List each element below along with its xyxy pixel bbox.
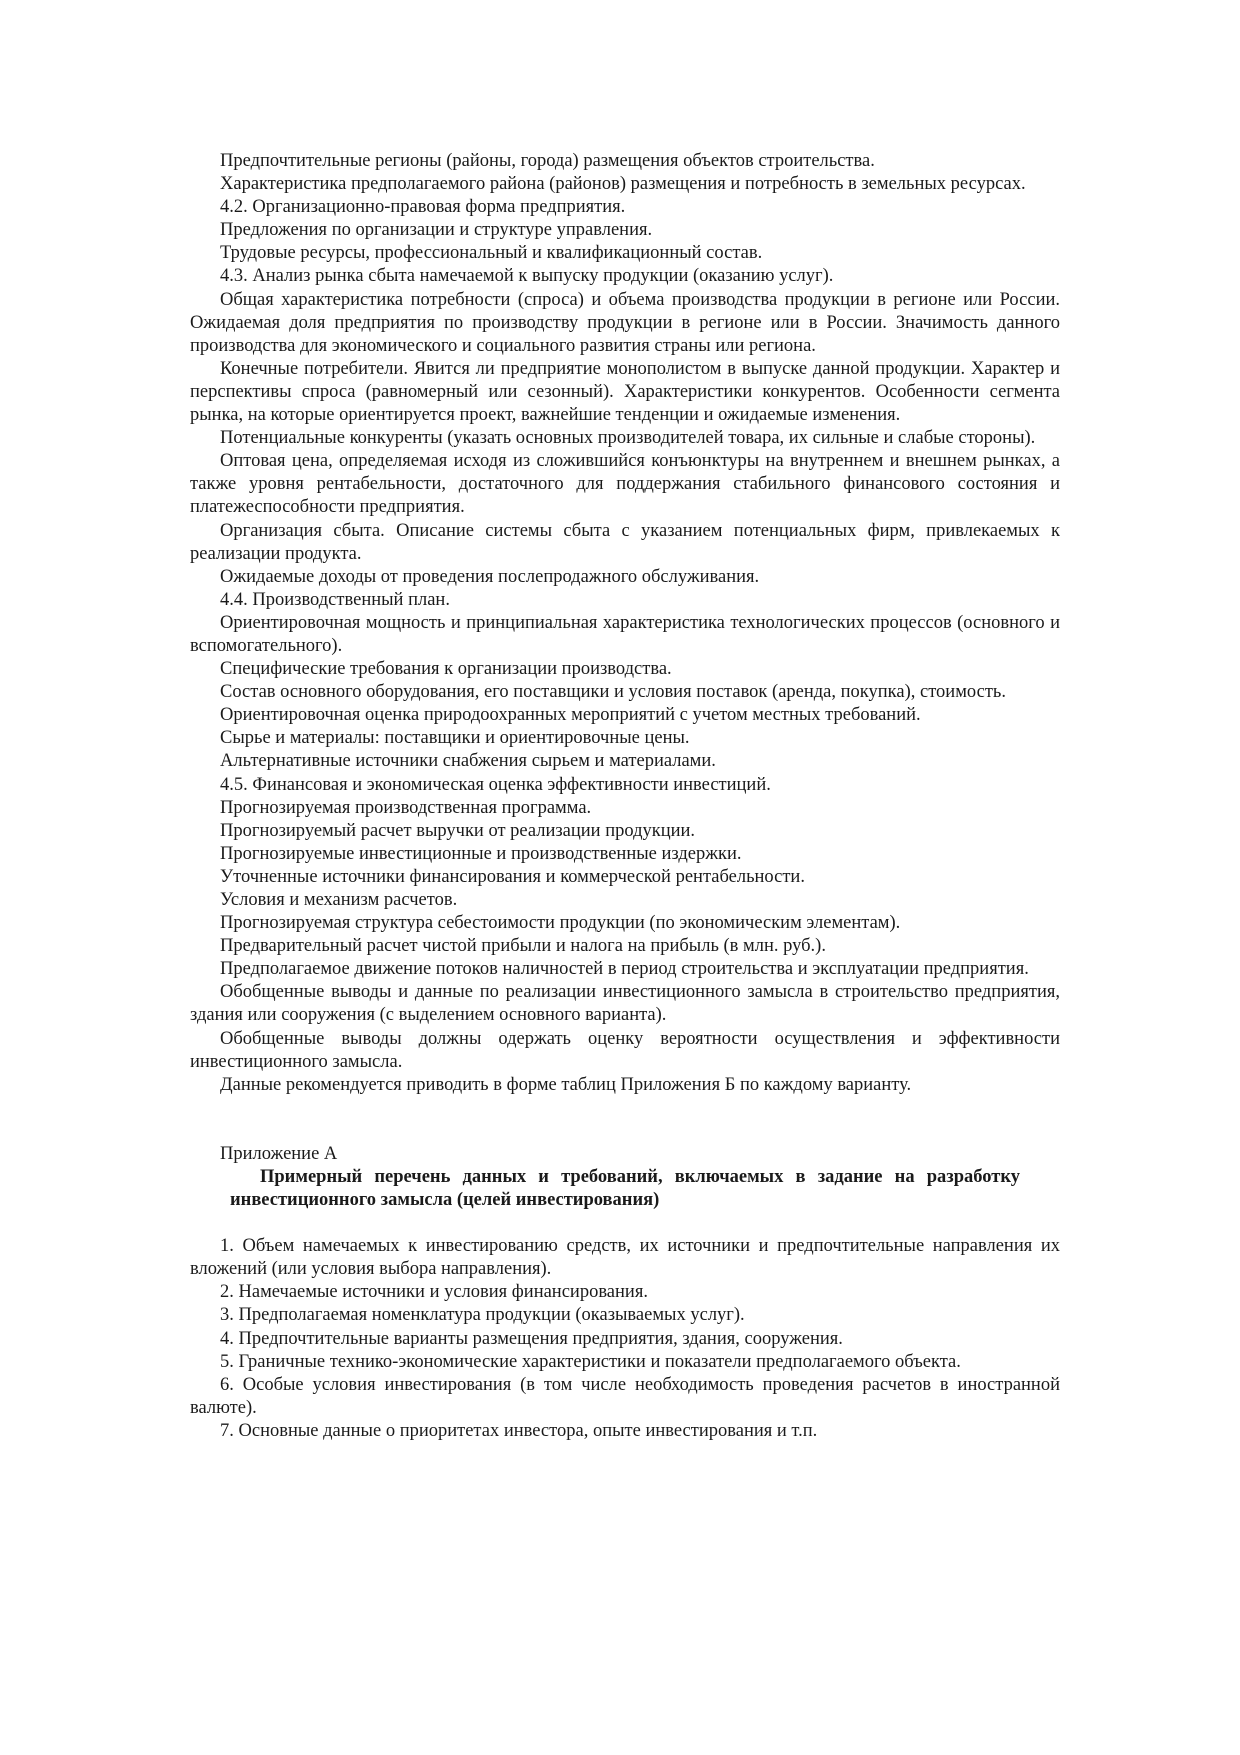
appendix-title: Примерный перечень данных и требований, включаемых в задание на разработку инвестиционного замысла (целей инвестирования) bbox=[230, 1166, 1020, 1211]
section-heading: 4.4. Производственный план. bbox=[220, 589, 450, 610]
paragraph: Предварительный расчет чистой прибыли и налога на прибыль (в млн. руб.). bbox=[220, 936, 826, 957]
section-heading: 4.5. Финансовая и экономическая оценка эффективности инвестиций. bbox=[220, 774, 771, 795]
list-item: 5. Граничные технико-экономические характеристики и показатели предполагаемого объекта. bbox=[220, 1351, 961, 1372]
appendix-section bbox=[190, 1143, 1060, 1443]
list-item: 4. Предпочтительные варианты размещения предприятия, здания, сооружения. bbox=[220, 1328, 843, 1349]
paragraph: Оптовая цена, определяемая исходя из сложившийся конъюнктуры на внутреннем и внешнем рынках, а также уровня рентабельности, достаточного для поддержания стабильного финансового состояния и платежеспособности предприятия. bbox=[190, 451, 1060, 518]
appendix-list bbox=[190, 1235, 1060, 1443]
paragraph: Предполагаемое движение потоков наличностей в период строительства и эксплуатации предприятия. bbox=[220, 959, 1029, 980]
paragraph: Данные рекомендуется приводить в форме таблиц Приложения Б по каждому варианту. bbox=[220, 1074, 912, 1095]
section-heading: 4.3. Анализ рынка сбыта намечаемой к выпуску продукции (оказанию услуг). bbox=[220, 266, 834, 287]
paragraph: Общая характеристика потребности (спроса) и объема производства продукции в регионе или России. Ожидаемая доля предприятия по производству продукции в регионе или в России. Значимость данного производства для экономического и социального развития страны или региона. bbox=[190, 289, 1060, 356]
paragraph: Обобщенные выводы и данные по реализации инвестиционного замысла в строительство предприятия, здания или сооружения (с выделением основного варианта). bbox=[190, 982, 1060, 1026]
list-item: 6. Особые условия инвестирования (в том числе необходимость проведения расчетов в иностранной валюте). bbox=[190, 1374, 1060, 1418]
list-item: 7. Основные данные о приоритетах инвестора, опыте инвестирования и т.п. bbox=[220, 1420, 818, 1441]
paragraph: Уточненные источники финансирования и коммерческой рентабельности. bbox=[220, 866, 805, 887]
paragraph: Специфические требования к организации производства. bbox=[220, 659, 672, 680]
paragraph: Состав основного оборудования, его поставщики и условия поставок (аренда, покупка), стоимость. bbox=[220, 682, 1006, 703]
spacer bbox=[190, 1097, 1060, 1143]
paragraph: Ожидаемые доходы от проведения послепродажного обслуживания. bbox=[220, 566, 760, 587]
paragraph: Организация сбыта. Описание системы сбыта с указанием потенциальных фирм, привлекаемых к реализации продукта. bbox=[190, 520, 1060, 564]
appendix-label: Приложение А bbox=[220, 1143, 338, 1164]
paragraph: Ориентировочная мощность и принципиальная характеристика технологических процессов (основного и вспомогательного). bbox=[190, 612, 1060, 656]
list-item: 2. Намечаемые источники и условия финансирования. bbox=[220, 1282, 648, 1303]
paragraph: Предложения по организации и структуре управления. bbox=[220, 220, 653, 241]
spacer bbox=[190, 1212, 1060, 1235]
paragraph: Предпочтительные регионы (районы, города) размещения объектов строительства. bbox=[220, 151, 875, 171]
paragraph: Ориентировочная оценка природоохранных мероприятий с учетом местных требований. bbox=[220, 705, 921, 726]
list-item: 3. Предполагаемая номенклатура продукции (оказываемых услуг). bbox=[220, 1305, 745, 1326]
paragraph: Конечные потребители. Явится ли предприятие монополистом в выпуске данной продукции. Характер и перспективы спроса (равномерный или сезонный). Характеристики конкурентов. Особенности сегмента рынка, на которые ориентируется проект, важнейшие тенденции и ожидаемые изменения. bbox=[190, 358, 1060, 426]
paragraph: Прогнозируемые инвестиционные и производственные издержки. bbox=[220, 843, 742, 864]
paragraph: Трудовые ресурсы, профессиональный и квалификационный состав. bbox=[220, 243, 763, 264]
paragraph: Прогнозируемая структура себестоимости продукции (по экономическим элементам). bbox=[220, 913, 901, 934]
paragraph: Прогнозируемая производственная программа. bbox=[220, 797, 592, 818]
paragraph: Потенциальные конкуренты (указать основных производителей товара, их сильные и слабые стороны). bbox=[220, 428, 1036, 449]
paragraph: Характеристика предполагаемого района (районов) размещения и потребность в земельных ресурсах. bbox=[220, 174, 1026, 195]
document-page bbox=[190, 150, 1060, 1443]
paragraph: Обобщенные выводы должны одержать оценку вероятности осуществления и эффективности инвестиционного замысла. bbox=[190, 1028, 1060, 1072]
body-text bbox=[190, 150, 1060, 1097]
paragraph: Условия и механизм расчетов. bbox=[220, 890, 458, 910]
list-item: 1. Объем намечаемых к инвестированию средств, их источники и предпочтительные направления их вложений (или условия выбора направления). bbox=[190, 1236, 1060, 1280]
paragraph: Прогнозируемый расчет выручки от реализации продукции. bbox=[220, 820, 696, 841]
paragraph: Сырье и материалы: поставщики и ориентировочные цены. bbox=[220, 728, 690, 749]
section-heading: 4.2. Организационно-правовая форма предприятия. bbox=[220, 197, 626, 218]
paragraph: Альтернативные источники снабжения сырьем и материалами. bbox=[220, 751, 716, 772]
